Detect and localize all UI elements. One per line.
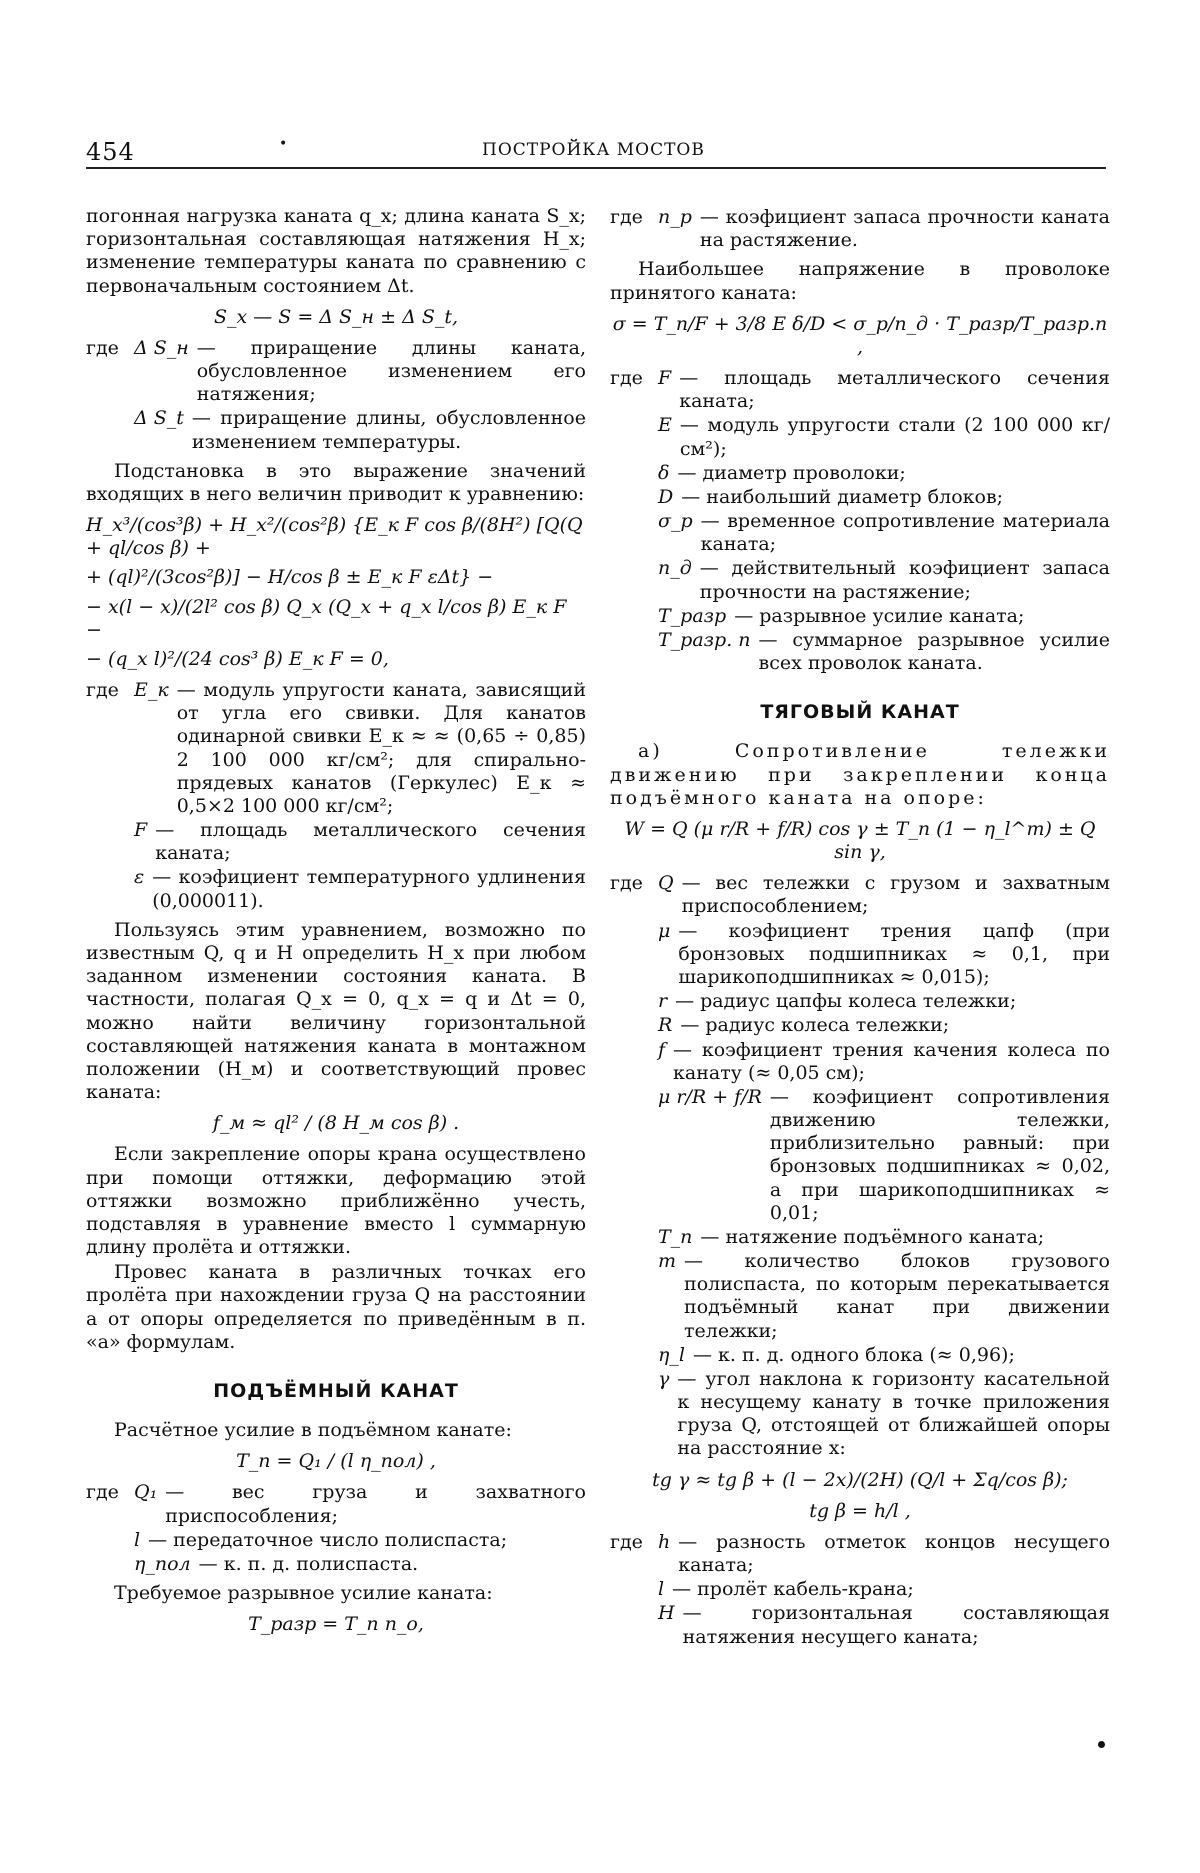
- definition-text: — радиус колеса тележки;: [680, 1014, 1110, 1037]
- definition-symbol: T_разр. п: [658, 628, 751, 651]
- definition-row: [610, 1578, 1110, 1601]
- left-column: [86, 205, 589, 1644]
- definition-text: — модуль упругости каната, зависящий от угла его свивки. Для канатов одинарной свивки E_к ≈ ≈ (0,65 ÷ 0,85) 2 100 000 кг/см²; для спирально-прядевых канатов (Геркулес) E_к ≈ 0,5×2 100 000 кг/см²;: [177, 679, 586, 818]
- definition-symbol: T_п: [658, 1225, 693, 1248]
- definition-row: [86, 866, 586, 912]
- definition-where: [610, 629, 650, 675]
- definition-row: [86, 1529, 586, 1552]
- definition-where: [610, 605, 650, 628]
- definition-text: — действительный коэфициент запаса прочности на растяжение;: [700, 557, 1110, 603]
- definition-where: [610, 1250, 650, 1343]
- anchor-paragraph: Если закрепление опоры крана осуществлено при помощи оттяжки, деформацию этой оттяжки возможно приближённо учесть, подставляя в уравнение вместо l суммарную длину пролёта и оттяжки.: [86, 1143, 586, 1259]
- definition-where: [610, 1344, 650, 1367]
- definition-symbol: η_пол: [134, 1552, 191, 1575]
- equation-line: H_x³/(cos³β) + H_x²/(cos²β) {E_к F cos β/(8H²) [Q(Q + ql/cos β) +: [86, 514, 589, 560]
- definition-row: [610, 1344, 1110, 1367]
- definition-text: — коэфициент трения цапф (при бронзовых подшипниках ≈ 0,1, при шарикоподшипниках ≈ 0,015);: [678, 920, 1110, 990]
- page-header: [0, 0, 1200, 175]
- definition-row: [610, 629, 1110, 675]
- definition-row: [610, 486, 1110, 509]
- definition-text: — приращение длины, обусловленное изменением температуры.: [192, 407, 586, 453]
- heading-lifting-rope: ПОДЪЁМНЫЙ КАНАТ: [213, 1379, 459, 1402]
- definition-where: [610, 414, 650, 460]
- definition-text: — наибольший диаметр блоков;: [681, 486, 1110, 509]
- definitions-stress: [610, 367, 1110, 675]
- definition-row: [86, 819, 586, 865]
- definition-where: [610, 557, 650, 603]
- definition-where: [86, 866, 126, 912]
- definition-text: — суммарное разрывное усилие всех проволок каната.: [759, 629, 1110, 675]
- definition-row: [610, 557, 1110, 603]
- definition-row: [610, 1226, 1110, 1249]
- definition-symbol: H: [658, 1602, 675, 1625]
- definition-symbol: σ_р: [658, 510, 693, 533]
- definition-row: [610, 1250, 1110, 1343]
- definition-symbol: r: [658, 990, 668, 1013]
- definition-text: — модуль упругости стали (2 100 000 кг/см²);: [680, 414, 1110, 460]
- definition-text: — количество блоков грузового полиспаста, по которым перекатывается подъёмный канат при движении тележки;: [684, 1250, 1110, 1343]
- definition-symbol: Δ S_н: [134, 336, 189, 359]
- definition-where: [610, 1014, 650, 1037]
- definition-where: [610, 920, 650, 990]
- definitions-tension: [86, 1481, 586, 1576]
- definition-symbol: μ r/R + f/R: [658, 1085, 762, 1108]
- definition-text: — вес груза и захватного приспособления;: [165, 1481, 586, 1527]
- definition-symbol: R: [658, 1014, 673, 1037]
- definition-text: — временное сопротивление материала каната;: [701, 510, 1110, 556]
- equation-line: − (q_x l)²/(24 cos³ β) E_к F = 0,: [86, 647, 389, 670]
- definition-symbol: D: [658, 485, 674, 508]
- definition-text: — диаметр проволоки;: [677, 462, 1110, 485]
- definition-symbol: E: [658, 414, 672, 437]
- definition-symbol: δ: [658, 461, 670, 484]
- definition-where: [610, 1368, 650, 1461]
- page-number: 454: [86, 138, 135, 166]
- definition-where: [610, 486, 650, 509]
- equation-line: + (ql)²/(3cos²β)] − H/cos β ± E_к F εΔt} −: [86, 566, 494, 589]
- definition-symbol: μ: [658, 919, 671, 942]
- definitions-resistance: [610, 872, 1110, 1460]
- definition-where: [610, 1602, 650, 1648]
- definition-where: [610, 510, 650, 556]
- definition-symbol: ε: [134, 866, 145, 889]
- definition-symbol: h: [658, 1530, 671, 1553]
- definition-row: [610, 605, 1110, 628]
- definition-text: — к. п. д. полиспаста.: [199, 1553, 586, 1576]
- definition-row: [610, 1531, 1110, 1577]
- formula-tg-beta: tg β = h/l ,: [809, 1499, 911, 1522]
- right-column: [610, 205, 1114, 1655]
- definition-row: [610, 510, 1110, 556]
- definition-text: — коэфициент температурного удлинения (0,000011).: [152, 866, 586, 912]
- definition-text: — коэфициент трения качения колеса по канату (≈ 0,05 см);: [673, 1039, 1110, 1085]
- definition-where: где: [86, 1481, 119, 1504]
- header-dot: •: [279, 136, 288, 152]
- definition-row: [610, 1039, 1110, 1085]
- definition-where: где: [610, 367, 643, 390]
- definition-symbol: Q₁: [134, 1481, 158, 1504]
- definition-where: [610, 1226, 650, 1249]
- definition-symbol: F: [134, 819, 148, 842]
- definition-row: [610, 872, 1110, 918]
- definition-text: — радиус цапфы колеса тележки;: [675, 990, 1110, 1013]
- definition-row: [86, 679, 586, 818]
- header-rule: [86, 167, 1106, 169]
- definitions-length: [86, 337, 586, 454]
- definition-text: — горизонтальная составляющая натяжения несущего каната;: [683, 1602, 1110, 1648]
- definition-symbol: Q: [658, 872, 674, 895]
- definition-where: [86, 819, 126, 865]
- design-force-paragraph: Расчётное усилие в подъёмном канате:: [114, 1419, 512, 1442]
- definition-text: — натяжение подъёмного каната;: [700, 1226, 1110, 1249]
- breaking-force-paragraph: Требуемое разрывное усилие каната:: [114, 1582, 493, 1605]
- sag-points-paragraph: Провес каната в различных точках его пролёта при нахождении груза Q на расстоянии a от опоры определяется по приведённым в п. «а» формулам.: [86, 1261, 586, 1353]
- formula-sag: f_м ≈ ql² / (8 H_м cos β) .: [212, 1112, 460, 1135]
- definition-text: — угол наклона к горизонту касательной к несущему канату в точке приложения груза Q, отстоящей от ближайшей опоры на расстояние x:: [677, 1368, 1110, 1461]
- formula-resistance: W = Q (μ r/R + f/R) cos γ ± T_п (1 − η_l^m) ± Q sin γ,: [624, 817, 1102, 864]
- definition-text: — площадь металлического сечения каната;: [679, 367, 1110, 413]
- definitions-equation: [86, 679, 586, 913]
- definition-text: — вес тележки с грузом и захватным приспособлением;: [682, 872, 1110, 918]
- definition-symbol: η_l: [658, 1343, 685, 1366]
- definition-where: где: [86, 679, 119, 702]
- definition-text: — передаточное число полиспаста;: [148, 1529, 586, 1552]
- definition-row: [610, 1602, 1110, 1648]
- definition-row: [610, 920, 1110, 990]
- definition-symbol: l: [134, 1528, 141, 1551]
- definition-row: [86, 407, 586, 453]
- definition-where: [610, 1086, 650, 1225]
- heading-traction-rope: ТЯГОВЫЙ КАНАТ: [760, 701, 960, 724]
- definition-symbol: γ: [658, 1367, 670, 1390]
- margin-dot: [1098, 1741, 1105, 1748]
- definition-text: — к. п. д. одного блока (≈ 0,96);: [693, 1344, 1110, 1367]
- definitions-safety-factor: [610, 206, 1110, 252]
- definition-symbol: m: [658, 1250, 677, 1273]
- definition-where: [610, 990, 650, 1013]
- formula-stress: σ = T_п/F + 3/8 E δ/D < σ_р/n_д · T_разр/T_разр.п ,: [612, 312, 1114, 358]
- definition-row: [610, 206, 1110, 252]
- definition-symbol: n_р: [658, 206, 692, 228]
- definition-symbol: E_к: [134, 679, 169, 702]
- definition-where: [610, 462, 650, 485]
- definition-text: — пролёт кабель-крана;: [672, 1578, 1110, 1601]
- definition-symbol: F: [658, 367, 672, 390]
- definition-row: [86, 337, 586, 407]
- definition-symbol: f: [658, 1038, 666, 1061]
- definition-text: — площадь металлического сечения каната;: [155, 819, 586, 865]
- definition-where: [610, 1578, 650, 1601]
- definition-row: [610, 1014, 1110, 1037]
- definition-row: [610, 1368, 1110, 1461]
- definition-text: — разность отметок концов несущего каната;: [678, 1531, 1110, 1577]
- definition-symbol: n_д: [658, 557, 692, 580]
- definition-where: [86, 1529, 126, 1552]
- definition-where: [86, 407, 126, 453]
- substitution-paragraph: Подстановка в это выражение значений входящих в него величин приводит к уравнению:: [86, 459, 586, 505]
- formula-tg-gamma: tg γ ≈ tg β + (l − 2x)/(2H) (Q/l + Σq/cos β);: [652, 1468, 1068, 1491]
- definition-row: [86, 1553, 586, 1576]
- definition-where: где: [610, 1530, 643, 1553]
- definition-text: — коэфициент запаса прочности каната на растяжение.: [700, 206, 1110, 252]
- definition-row: [610, 367, 1110, 413]
- resistance-subheading: а) Сопротивление тележки движению при закреплении конца подъёмного каната на опоре:: [610, 740, 1110, 809]
- definition-text: — разрывное усилие каната;: [734, 605, 1110, 628]
- definition-row: [86, 1481, 586, 1527]
- definitions-tg: [610, 1531, 1110, 1649]
- definition-row: [610, 462, 1110, 485]
- formula-length-change: S_x — S = Δ S_н ± Δ S_t,: [213, 305, 459, 328]
- definition-where: где: [610, 872, 643, 895]
- definition-where: где: [610, 206, 643, 228]
- formula-breaking-force: T_разр = T_п n_о,: [248, 1613, 424, 1636]
- definition-symbol: T_разр: [658, 604, 727, 627]
- definition-where: [86, 1553, 126, 1576]
- definition-symbol: l: [658, 1578, 665, 1601]
- definition-text: — приращение длины каната, обусловленное изменением его натяжения;: [197, 337, 586, 407]
- intro-paragraph: погонная нагрузка каната q_x; длина каната S_x; горизонтальная составляющая натяжения H_x; изменение температуры каната по сравнению с первоначальным состоянием Δt.: [86, 205, 586, 297]
- definition-row: [610, 1086, 1110, 1225]
- definition-where: где: [86, 336, 119, 359]
- definition-symbol: Δ S_t: [134, 407, 184, 430]
- definition-where: [610, 1039, 650, 1085]
- definition-text: — коэфициент сопротивления движению тележки, приблизительно равный: при бронзовых подшипниках ≈ 0,02, а при шарикоподшипниках ≈ 0,01;: [770, 1086, 1110, 1225]
- definition-row: [610, 990, 1110, 1013]
- using-equation-paragraph: Пользуясь этим уравнением, возможно по известным Q, q и H определить H_x при любом заданном изменении состояния каната. В частности, полагая Q_x = 0, q_x = q и Δt = 0, можно найти величину горизонтальной составляющей натяжения каната в монтажном положении (H_м) и соответствующий провес каната:: [86, 918, 586, 1104]
- equation-line: − x(l − x)/(2l² cos β) Q_x (Q_x + q_x l/cos β) E_к F −: [86, 595, 573, 641]
- running-title: ПОСТРОЙКА МОСТОВ: [482, 140, 705, 160]
- stress-paragraph: Наибольшее напряжение в проволоке принятого каната:: [610, 258, 1110, 304]
- state-equation: [86, 514, 589, 671]
- definition-row: [610, 414, 1110, 460]
- formula-tension: T_п = Q₁ / (l η_пол) ,: [236, 1450, 436, 1473]
